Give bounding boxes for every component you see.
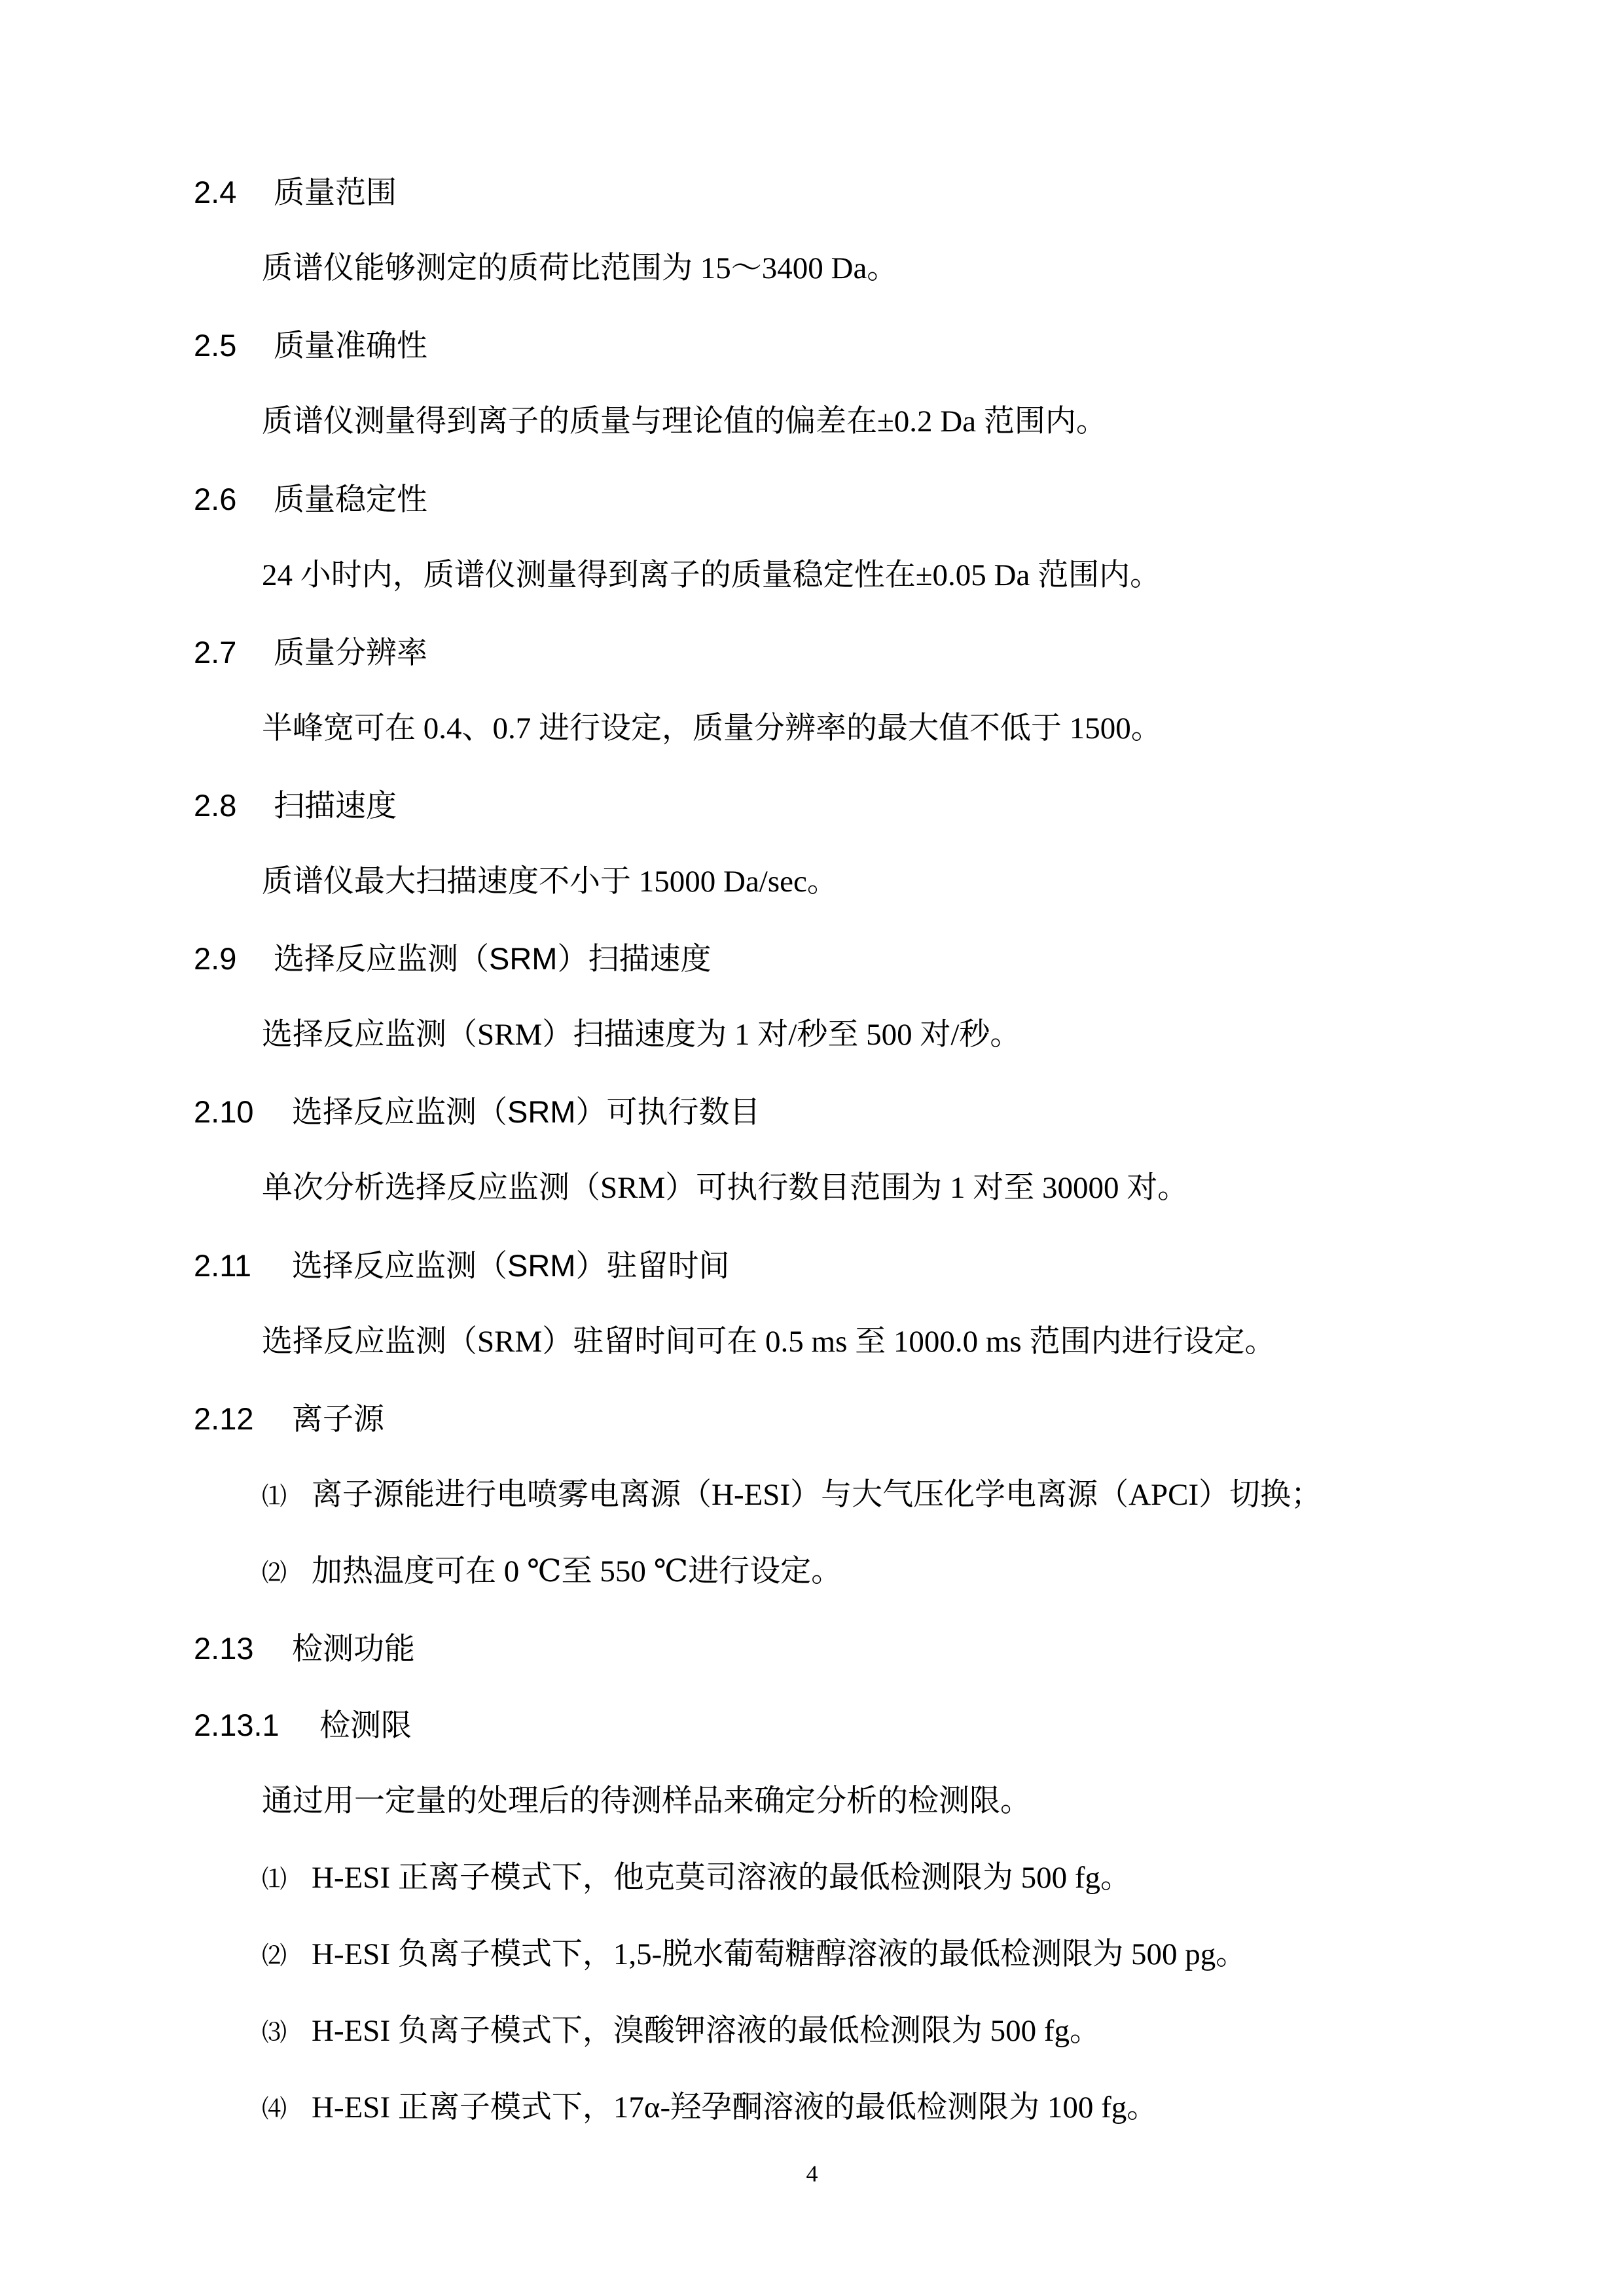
section-number: 2.13	[194, 1631, 254, 1666]
section-title: 质量稳定性	[274, 482, 427, 516]
section-heading-2-8	[194, 790, 397, 821]
section-title: 检测功能	[292, 1631, 415, 1666]
list-item-text: H-ESI 负离子模式下，1,5-脱水葡萄糖醇溶液的最低检测限为 500 pg。	[312, 1937, 1247, 1971]
section-body: 选择反应监测（SRM）扫描速度为 1 对/秒至 500 对/秒。	[262, 1018, 1021, 1052]
list-item	[262, 2092, 1157, 2123]
section-body: 质谱仪最大扫描速度不小于 15000 Da/sec。	[262, 865, 838, 899]
section-title: 选择反应监测（SRM）驻留时间	[292, 1248, 730, 1283]
section-body: 选择反应监测（SRM）驻留时间可在 0.5 ms 至 1000.0 ms 范围内进行设定。	[262, 1325, 1276, 1359]
section-heading-2-7	[194, 637, 427, 668]
list-marker: ⑷	[262, 2096, 287, 2123]
section-title: 质量范围	[274, 175, 397, 209]
section-number: 2.5	[194, 328, 237, 363]
section-number: 2.7	[194, 635, 237, 670]
list-marker: ⑶	[262, 2019, 287, 2047]
section-heading-2-6	[194, 484, 427, 514]
section-title: 离子源	[292, 1401, 384, 1436]
section-heading-2-13	[194, 1633, 415, 1664]
section-number: 2.8	[194, 788, 237, 823]
section-number: 2.6	[194, 482, 237, 516]
section-body: 半峰宽可在 0.4、0.7 进行设定，质量分辨率的最大值不低于 1500。	[262, 711, 1162, 745]
section-number: 2.12	[194, 1401, 254, 1436]
section-title: 质量准确性	[274, 328, 427, 363]
section-title: 检测限	[319, 1708, 412, 1742]
section-body: 单次分析选择反应监测（SRM）可执行数目范围为 1 对至 30000 对。	[262, 1171, 1189, 1205]
list-marker: ⑴	[262, 1483, 287, 1511]
list-item-text: H-ESI 正离子模式下，17α-羟孕酮溶液的最低检测限为 100 fg。	[312, 2090, 1158, 2125]
section-number: 2.4	[194, 175, 237, 209]
list-item-text: H-ESI 负离子模式下，溴酸钾溶液的最低检测限为 500 fg。	[312, 2014, 1100, 2048]
section-heading-2-11	[194, 1250, 729, 1281]
section-number: 2.13.1	[194, 1708, 280, 1742]
list-marker: ⑵	[262, 1560, 287, 1587]
section-title: 扫描速度	[274, 788, 397, 823]
page-number: 4	[806, 2161, 818, 2187]
list-marker: ⑴	[262, 1866, 287, 1893]
list-item	[262, 1863, 1131, 1893]
list-item-text: 加热温度可在 0 ℃至 550 ℃进行设定。	[312, 1554, 842, 1588]
section-heading-2-12	[194, 1403, 384, 1434]
list-item	[262, 2016, 1100, 2047]
section-heading-2-4	[194, 177, 397, 207]
list-item-text: 离子源能进行电喷雾电离源（H-ESI）与大气压化学电离源（APCI）切换；	[312, 1478, 1322, 1512]
section-number: 2.10	[194, 1094, 254, 1129]
section-number: 2.9	[194, 941, 237, 976]
section-body: 24 小时内，质谱仪测量得到离子的质量稳定性在±0.05 Da 范围内。	[262, 558, 1161, 592]
list-item	[262, 1480, 1322, 1511]
list-item	[262, 1939, 1246, 1970]
section-heading-2-13-1	[194, 1710, 412, 1740]
list-item	[262, 1556, 842, 1587]
section-heading-2-10	[194, 1096, 760, 1127]
section-body: 通过用一定量的处理后的待测样品来确定分析的检测限。	[262, 1784, 1031, 1818]
list-marker: ⑵	[262, 1943, 287, 1970]
section-title: 选择反应监测（SRM）可执行数目	[292, 1094, 761, 1129]
section-heading-2-9	[194, 943, 711, 974]
section-title: 质量分辨率	[274, 635, 427, 670]
section-body: 质谱仪能够测定的质荷比范围为 15～3400 Da。	[262, 251, 898, 285]
section-title: 选择反应监测（SRM）扫描速度	[274, 941, 712, 976]
list-item-text: H-ESI 正离子模式下，他克莫司溶液的最低检测限为 500 fg。	[312, 1861, 1131, 1895]
section-number: 2.11	[194, 1248, 251, 1283]
section-heading-2-5	[194, 330, 427, 361]
section-body: 质谱仪测量得到离子的质量与理论值的偏差在±0.2 Da 范围内。	[262, 404, 1107, 439]
